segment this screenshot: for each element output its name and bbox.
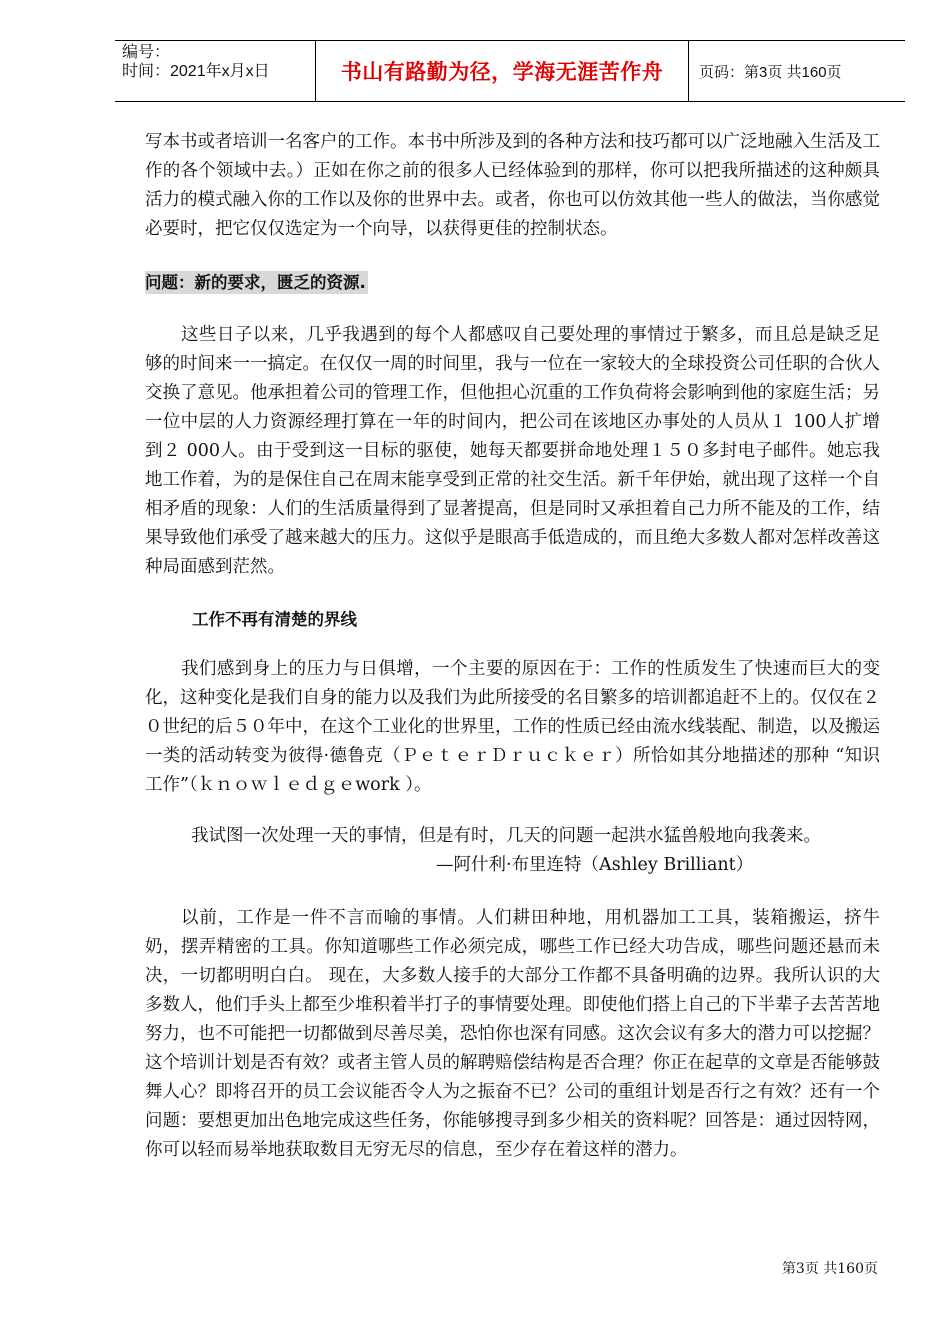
document-body — [145, 128, 880, 1165]
section-heading-text: 问题：新的要求，匮乏的资源. — [145, 273, 366, 292]
quote-text: 我试图一次处理一天的事情，但是有时，几天的问题一起洪水猛兽般地向我袭来。 — [191, 826, 821, 846]
paragraph-1: 写本书或者培训一名客户的工作。本书中所涉及到的各种方法和技巧都可以广泛地融入生活及工作的各个领域中去。）正如在你之前的很多人已经体验到的那样，你可以把我所描述的这种颇具活力的模式融入你的工作以及你的世界中去。或者，你也可以仿效其他一些人的做法，当你感觉必要时，把它仅仅选定为一个向导，以获得更佳的控制状态。 — [145, 132, 880, 239]
header-page-info: 页码：第3页 共160页 — [699, 63, 842, 81]
paragraph-2: 这些日子以来，几乎我遇到的每个人都感叹自己要处理的事情过于繁多，而且总是缺乏足够的时间来一一搞定。在仅仅一周的时间里，我与一位在一家较大的全球投资公司任职的合伙人交换了意见。他承担着公司的管理工作，但他担心沉重的工作负荷将会影响到他的家庭生活；另一位中层的人力资源经理打算在一年的时间内，把公司在该地区办事处的人员从１ 100人扩增到２ 000人。由于受到这一目标的驱使，她每天都要拼命地处理１５０多封电子邮件。她忘我地工作着，为的是保住自己在周末能享受到正常的社交生活。新千年伊始，就出现了这样一个自相矛盾的现象：人们的生活质量得到了显著提高，但是同时又承担着自己力所不能及的工作，结果导致他们承受了越来越大的压力。这似乎是眼高手低造成的，而且绝大多数人都对怎样改善这种局面感到茫然。 — [145, 325, 880, 577]
quote-attribution: —阿什利·布里连特（Ashley Brilliant） — [436, 855, 754, 875]
epigraph-quote — [145, 822, 880, 880]
paragraph-4: 以前，工作是一件不言而喻的事情。人们耕田种地，用机器加工工具，装箱搬运，挤牛奶，摆弄精密的工具。你知道哪些工作必须完成，哪些工作已经大功告成，哪些问题还悬而未决，一切都明明白白。 现在，大多数人接手的大部分工作都不具备明确的边界。我所认识的大多数人，他们手头上都至少堆积着半打子的事情要处理。即使他们搭上自己的下半辈子去苦苦地努力，也不可能把一切都做到尽善尽美，恐怕你也深有同感。这次会议有多大的潜力可以挖掘？这个培训计划是否有效？或者主管人员的解聘赔偿结构是否合理？你正在起草的文章是否能够鼓舞人心？即将召开的员工会议能否令人为之振奋不已？公司的重组计划是否行之有效？还有一个问题：要想更加出色地完成这些任务，你能够搜寻到多少相关的资料呢？回答是：通过因特网，你可以轻而易举地获取数目无穷无尽的信息，至少存在着这样的潜力。 — [145, 908, 880, 1160]
page-header — [115, 40, 905, 102]
paragraph-3: 我们感到身上的压力与日俱增，一个主要的原因在于：工作的性质发生了快速而巨大的变化，这种变化是我们自身的能力以及我们为此所接受的名目繁多的培训都追赶不上的。仅仅在２０世纪的后５０年中，在这个工业化的世界里，工作的性质已经由流水线装配、制造，以及搬运一类的活动转变为彼得·德鲁克（ＰｅｔｅｒＤｒｕｃｋｅｒ）所恰如其分地描述的那种 “知识工作”（ｋｎｏｗｌｅｄｇｅwork ）。 — [145, 659, 880, 795]
header-motto: 书山有路勤为径，学海无涯苦作舟 — [316, 41, 689, 101]
header-number-label: 编号： — [122, 44, 171, 61]
header-time-label: 时间：2021年x月x日 — [122, 63, 270, 80]
page-footer: 第3页 共160页 — [781, 1261, 878, 1277]
subsection-heading: 工作不再有清楚的界线 — [192, 610, 357, 629]
header-meta — [115, 41, 316, 101]
section-heading — [145, 268, 880, 298]
